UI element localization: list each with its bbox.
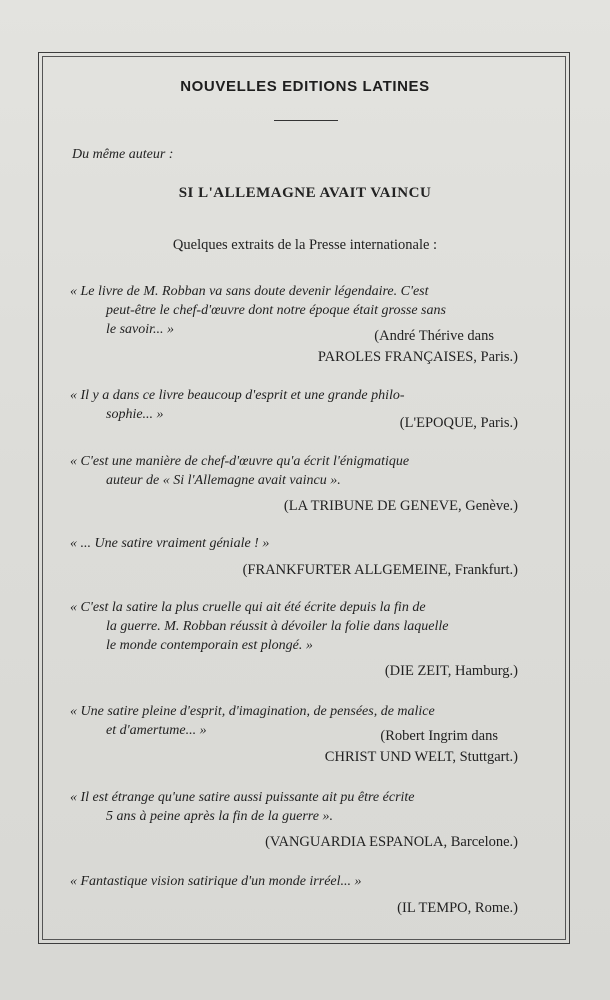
quote-source	[318, 326, 518, 368]
source-line: (DIE ZEIT, Hamburg.)	[384, 663, 518, 679]
quote-line: « C'est une manière de chef-d'œuvre qu'a écrit l'énigmatique	[70, 454, 410, 469]
quote-line: auteur de « Si l'Allemagne avait vaincu ».	[106, 473, 341, 488]
source-line: (Robert Ingrim dans	[380, 728, 498, 744]
quote-line: et d'amertume... »	[106, 723, 207, 738]
source-line: PAROLES FRANÇAISES, Paris.)	[317, 349, 518, 365]
source-line: CHRIST UND WELT, Stuttgart.)	[324, 749, 518, 765]
source-line: (IL TEMPO, Rome.)	[397, 900, 518, 916]
quote-line: « Il y a dans ce livre beaucoup d'esprit et une grande philo-	[70, 388, 405, 403]
press-quote	[70, 534, 540, 553]
book-title: SI L'ALLEMAGNE AVAIT VAINCU	[178, 185, 432, 201]
same-author-label: Du même auteur :	[72, 147, 174, 162]
source-line: (FRANKFURTER ALLGEMEINE, Frankfurt.)	[242, 562, 518, 578]
quote-source	[385, 661, 518, 682]
divider-rule	[274, 120, 338, 121]
publisher-name: NOUVELLES EDITIONS LATINES	[180, 78, 430, 95]
quote-source	[400, 413, 518, 434]
quote-line: « ... Une satire vraiment géniale ! »	[70, 536, 270, 551]
quote-line: le monde contemporain est plongé. »	[106, 638, 313, 653]
quote-line: « Fantastique vision satirique d'un monde irréel... »	[70, 874, 362, 889]
quote-line: « C'est la satire la plus cruelle qui ait été écrite depuis la fin de	[70, 600, 426, 615]
quote-line: 5 ans à peine après la fin de la guerre ».	[106, 809, 333, 824]
press-quote	[70, 872, 540, 891]
quote-line: « Il est étrange qu'une satire aussi puissante ait pu être écrite	[70, 790, 415, 805]
quote-source	[243, 560, 518, 581]
press-intro: Quelques extraits de la Presse internationale :	[172, 237, 438, 253]
press-quote	[70, 788, 540, 826]
quote-line: le savoir... »	[106, 322, 175, 337]
source-line: (André Thérive dans	[374, 328, 494, 344]
quote-line: « Une satire pleine d'esprit, d'imagination, de pensées, de malice	[70, 704, 435, 719]
quote-line: sophie... »	[106, 407, 164, 422]
quote-source	[397, 898, 518, 919]
source-line: (L'EPOQUE, Paris.)	[399, 415, 518, 431]
press-quote	[70, 598, 540, 655]
quote-source	[265, 832, 518, 853]
quote-line: peut-être le chef-d'œuvre dont notre époque était grosse sans	[106, 303, 446, 318]
quote-source	[284, 496, 518, 517]
press-quote	[70, 452, 540, 490]
quote-line: « Le livre de M. Robban va sans doute devenir légendaire. C'est	[70, 284, 429, 299]
quote-source	[325, 726, 518, 768]
quote-line: la guerre. M. Robban réussit à dévoiler la folie dans laquelle	[106, 619, 449, 634]
source-line: (VANGUARDIA ESPANOLA, Barcelone.)	[265, 834, 518, 850]
source-line: (LA TRIBUNE DE GENEVE, Genève.)	[283, 498, 518, 514]
